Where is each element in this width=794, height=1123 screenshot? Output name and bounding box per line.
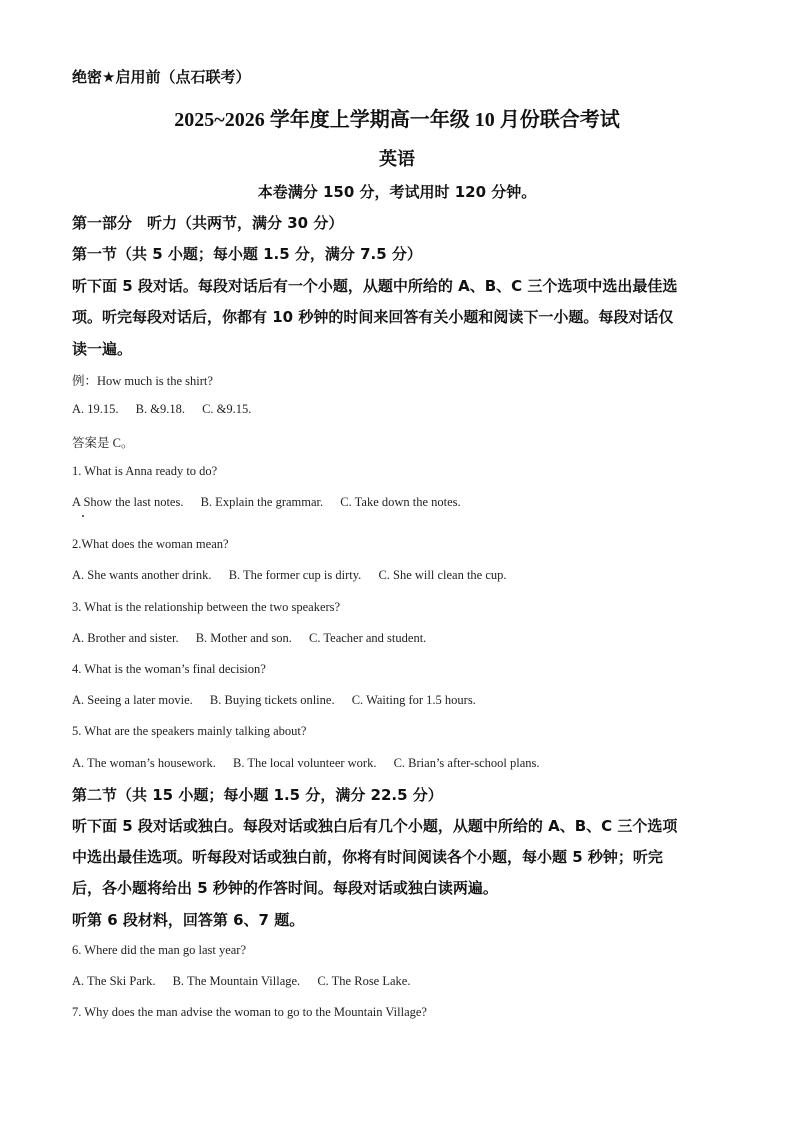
option-b: B. The former cup is dirty. [228, 568, 362, 582]
option-c: C. Waiting for 1.5 hours. [351, 693, 476, 707]
part1-heading: 第一部分 听力（共两节，满分 30 分） [72, 214, 344, 232]
material-heading: 听第 6 段材料，回答第 6、7 题。 [72, 911, 305, 929]
question-5: 5. What are the speakers mainly talking about? [72, 724, 307, 738]
section1-instruction-line: 读一遍。 [72, 340, 133, 358]
option-c: C. She will clean the cup. [378, 568, 507, 582]
question-2: 2.What does the woman mean? [72, 537, 229, 551]
confidential-label: 绝密★启用前（点石联考） [72, 68, 251, 86]
option-a: A. 19.15. [72, 402, 119, 416]
option-b: B. Buying tickets online. [209, 693, 335, 707]
option-c: C. &9.15. [202, 402, 252, 416]
question-1-options [72, 495, 475, 510]
section1-heading: 第一节（共 5 小题；每小题 1.5 分，满分 7.5 分） [72, 245, 422, 263]
option-a: A. The Ski Park. [72, 974, 156, 988]
option-c: C. The Rose Lake. [317, 974, 411, 988]
exam-note: 本卷满分 150 分，考试用时 120 分钟。 [257, 183, 537, 201]
option-b: B. &9.18. [135, 402, 185, 416]
example-question: 例：How much is the shirt? [72, 374, 213, 388]
section2-instruction-line: 听下面 5 段对话或独白。每段对话或独白后有几个小题，从题中所给的 A、B、C 三个选项 [72, 817, 678, 835]
question-6: 6. Where did the man go last year? [72, 943, 247, 957]
section1-instruction-line: 听下面 5 段对话。每段对话后有一个小题，从题中所给的 A、B、C 三个选项中选出最佳选 [72, 277, 678, 295]
exam-title: 2025~2026 学年度上学期高一年级 10 月份联合考试 [174, 109, 620, 131]
option-a: A. She wants another drink. [72, 568, 212, 582]
question-6-options [72, 974, 424, 989]
option-c: C. Take down the notes. [340, 495, 461, 509]
question-3-options [72, 631, 440, 646]
option-b: B. Mother and son. [195, 631, 292, 645]
question-4-options [72, 693, 490, 708]
option-b: B. The local volunteer work. [232, 756, 377, 770]
option-a: A. Brother and sister. [72, 631, 179, 645]
section2-instruction-line: 后，各小题将给出 5 秒钟的作答时间。每段对话或独白读两遍。 [72, 879, 498, 897]
option-c: C. Brian’s after-school plans. [393, 756, 540, 770]
example-answer: 答案是 C。 [72, 436, 134, 450]
option-a: A. Seeing a later movie. [72, 693, 193, 707]
option-b: B. The Mountain Village. [172, 974, 301, 988]
option-a: A. The woman’s housework. [72, 756, 216, 770]
question-1: 1. What is Anna ready to do? [72, 464, 218, 478]
example-options [72, 402, 265, 417]
stray-dot [82, 515, 84, 517]
section2-instruction-line: 中选出最佳选项。听每段对话或独白前，你将有时间阅读各个小题，每小题 5 秒钟；听完 [72, 848, 663, 866]
question-2-options [72, 568, 521, 583]
option-a: A Show the last notes. [72, 495, 184, 509]
option-b: B. Explain the grammar. [200, 495, 324, 509]
question-5-options [72, 756, 554, 771]
question-3: 3. What is the relationship between the two speakers? [72, 600, 341, 614]
section1-instruction-line: 项。听完每段对话后，你都有 10 秒钟的时间来回答有关小题和阅读下一小题。每段对话仅 [72, 308, 674, 326]
option-c: C. Teacher and student. [309, 631, 427, 645]
question-7: 7. Why does the man advise the woman to go to the Mountain Village? [72, 1005, 427, 1019]
question-4: 4. What is the woman’s final decision? [72, 662, 266, 676]
section2-heading: 第二节（共 15 小题；每小题 1.5 分，满分 22.5 分） [72, 786, 443, 804]
subject-title: 英语 [379, 149, 415, 170]
